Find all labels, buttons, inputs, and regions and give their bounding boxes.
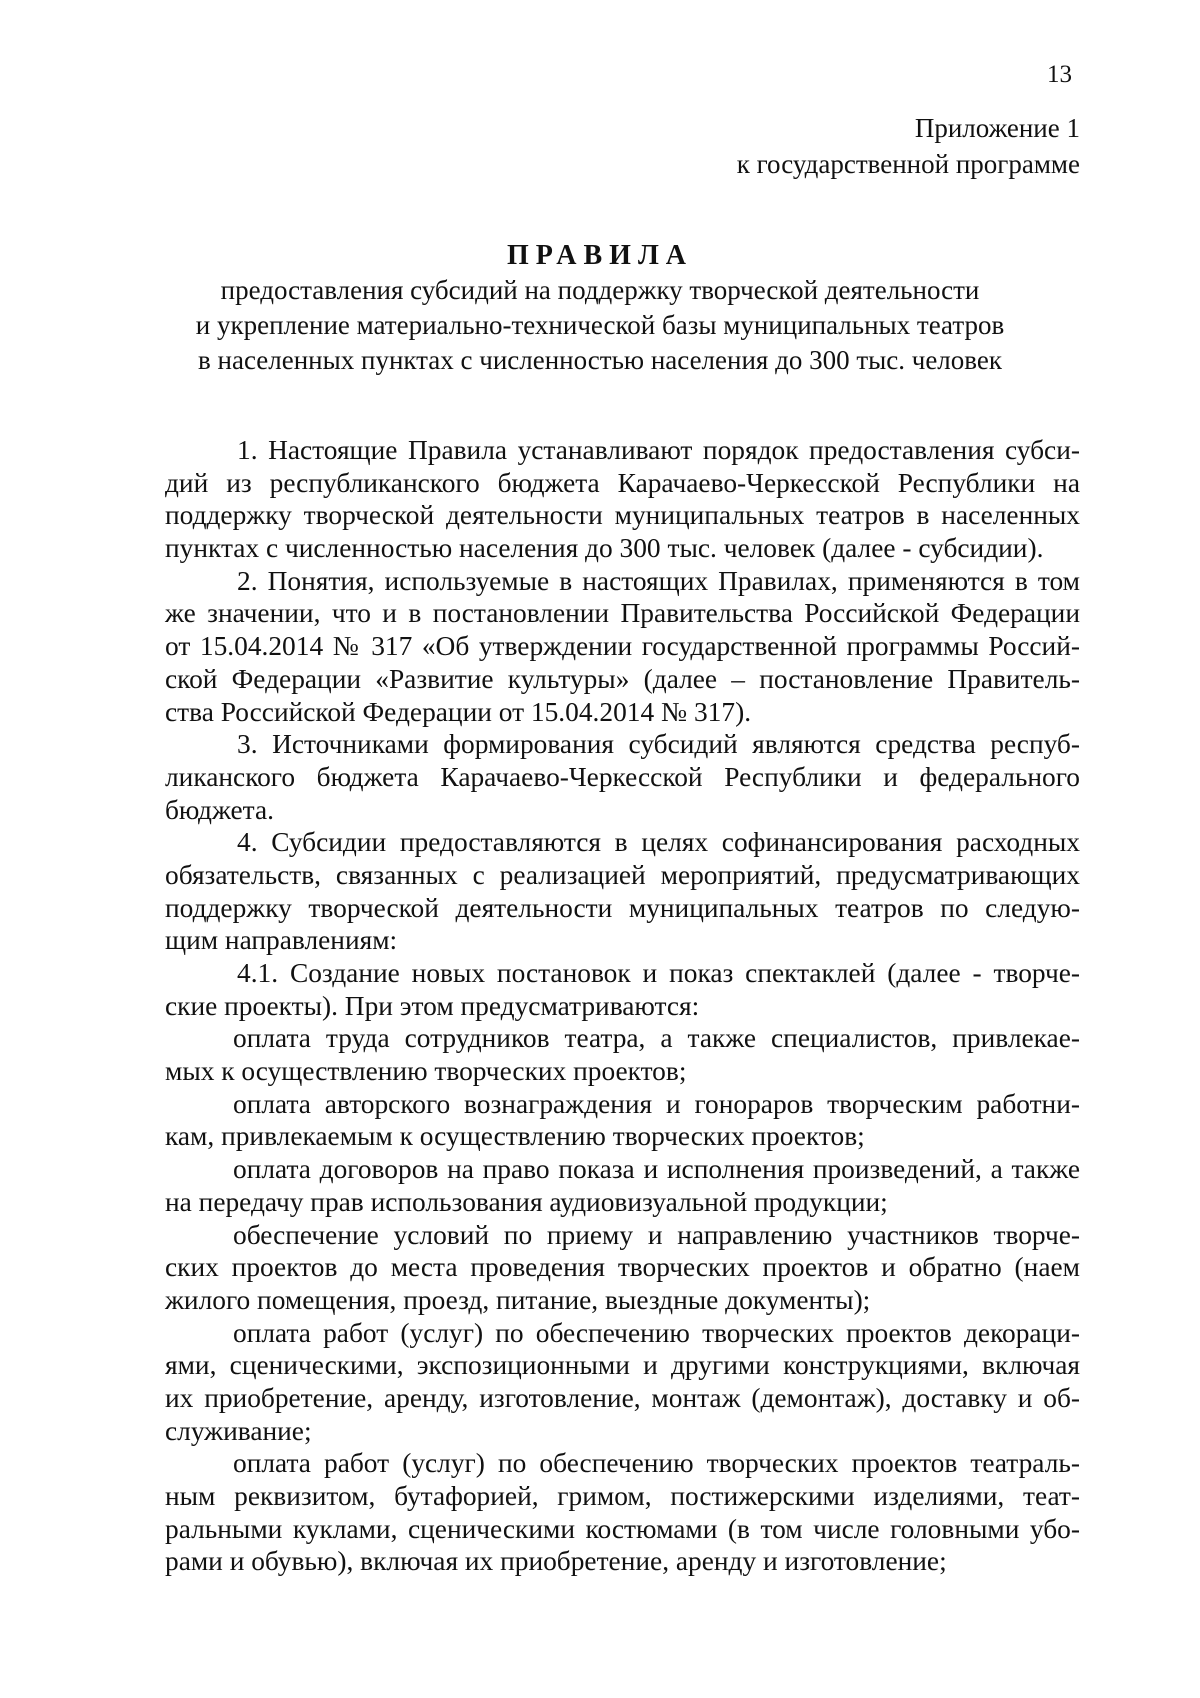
- text-line: оплата договоров на право показа и исполнения произведений, а также: [233, 1154, 1080, 1185]
- text-line: поддержку творческой деятельности муниципальных театров в населенных: [165, 500, 1080, 531]
- text-line: рами и обувью), включая их приобретение, аренду и изготовление;: [165, 1546, 947, 1577]
- text-line: бюджета.: [165, 794, 274, 825]
- text-line: мых к осуществлению творческих проектов;: [165, 1056, 687, 1087]
- text-line: 2. Понятия, используемые в настоящих Правилах, применяются в том: [237, 565, 1080, 596]
- text-line: ликанского бюджета Карачаево-Черкесской Республики и федерального: [165, 761, 1080, 792]
- text-line: 4. Субсидии предоставляются в целях софинансирования расходных: [237, 827, 1080, 858]
- text-line: ями, сценическими, экспозиционными и другими конструкциями, включая: [165, 1350, 1080, 1381]
- text-line: оплата работ (услуг) по обеспечению творческих проектов театраль-: [233, 1448, 1080, 1479]
- text-line: поддержку творческой деятельности муниципальных театров по следую-: [165, 892, 1080, 923]
- text-line: оплата работ (услуг) по обеспечению творческих проектов декораци-: [233, 1317, 1080, 1348]
- text-line: оплата труда сотрудников театра, а также специалистов, привлекае-: [233, 1023, 1080, 1054]
- text-line: их приобретение, аренду, изготовление, монтаж (демонтаж), доставку и об-: [165, 1382, 1080, 1413]
- subtitle-line: предоставления субсидий на поддержку творческой деятельности: [220, 275, 980, 305]
- text-line: ства Российской Федерации от 15.04.2014 № 317).: [165, 696, 752, 727]
- document-title: ПРАВИЛА: [506, 240, 694, 271]
- text-line: от 15.04.2014 № 317 «Об утверждении государственной программы Россий-: [165, 631, 1080, 662]
- text-line: же значении, что и в постановлении Правительства Российской Федерации: [165, 598, 1080, 629]
- page-number: 13: [1047, 61, 1072, 88]
- text-line: оплата авторского вознаграждения и гонораров творческим работни-: [233, 1088, 1080, 1119]
- text-line: пунктах с численностью населения до 300 тыс. человек (далее - субсидии).: [165, 533, 1044, 564]
- appendix-heading: [737, 110, 1080, 182]
- document-subtitle: [0, 273, 1200, 378]
- text-line: ской Федерации «Развитие культуры» (далее – постановление Правитель-: [165, 663, 1080, 694]
- subtitle-line: и укрепление материально-технической базы муниципальных театров: [195, 310, 1005, 340]
- text-line: жилого помещения, проезд, питание, выездные документы);: [165, 1284, 871, 1315]
- text-line: ских проектов до места проведения творческих проектов и обратно (наем: [165, 1252, 1080, 1283]
- text-line: обязательств, связанных с реализацией мероприятий, предусматривающих: [165, 859, 1080, 890]
- text-line: обеспечение условий по приему и направлению участников творче-: [233, 1219, 1080, 1250]
- text-line: 4.1. Создание новых постановок и показ спектаклей (далее - творче-: [237, 958, 1080, 988]
- text-line: ские проекты). При этом предусматриваются:: [165, 990, 700, 1021]
- appendix-line: Приложение 1: [914, 113, 1080, 143]
- text-line: ным реквизитом, бутафорией, гримом, постижерскими изделиями, теат-: [165, 1481, 1080, 1511]
- text-line: ральными куклами, сценическими костюмами (в том числе головными убо-: [165, 1513, 1080, 1544]
- appendix-line: к государственной программе: [736, 149, 1080, 179]
- document-body: [165, 434, 1080, 1578]
- subtitle-line: в населенных пунктах с численностью населения до 300 тыс. человек: [198, 345, 1002, 375]
- text-line: дий из республиканского бюджета Карачаево-Черкесской Республики на: [165, 467, 1080, 498]
- text-line: на передачу прав использования аудиовизуальной продукции;: [165, 1186, 888, 1217]
- text-line: служивание;: [165, 1415, 312, 1446]
- text-line: 1. Настоящие Правила устанавливают порядок предоставления субси-: [237, 435, 1080, 465]
- text-line: 3. Источниками формирования субсидий являются средства респуб-: [237, 729, 1080, 760]
- text-line: кам, привлекаемым к осуществлению творческих проектов;: [165, 1121, 865, 1152]
- text-line: щим направлениям:: [165, 925, 398, 956]
